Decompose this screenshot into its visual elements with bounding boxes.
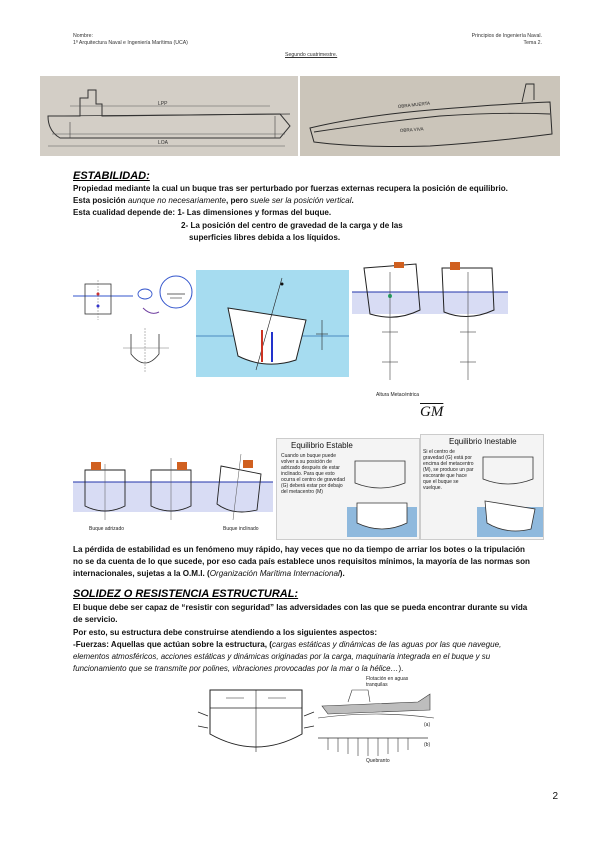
unstable-text: Si el centro de gravedad (G) está por encima del metacentro (M), se produce un par escorante que hace que el buque se vuelque. <box>423 449 474 491</box>
hull-section-drawing <box>196 682 316 762</box>
heeled-ship-drawing <box>196 270 349 377</box>
estabilidad-loss-l3: internacionales, sujetas a la O.M.I. (Organización Marítima Internacional). <box>73 569 345 578</box>
hogging-diagram <box>318 676 434 766</box>
solidez-l6: funcionamiento que se transmite por polines, vibraciones provocadas por la mar o la hélice…). <box>73 664 404 673</box>
header-course: 1º Arquitectura Naval e Ingeniería Marítima (UCA) <box>73 40 188 46</box>
loa-label: LOA <box>158 140 169 146</box>
label-b: (b) <box>424 742 431 748</box>
page-number: 2 <box>552 791 558 802</box>
header-topic: Tema 2. <box>523 40 542 46</box>
obra-muerta-label: OBRA MUERTA <box>397 100 431 109</box>
estabilidad-depends: Esta cualidad depende de: 1- Las dimensiones y formas del buque. <box>73 208 332 217</box>
heeled-ship-diagram <box>196 270 349 377</box>
sketch-buoyancy <box>73 272 195 377</box>
altura-metacentrica-label: Altura Metacéntrica <box>376 392 420 398</box>
solidez-l3: Por esto, su estructura debe construirse atendiendo a los siguientes aspectos: <box>73 628 378 637</box>
estabilidad-depends-2: 2- La posición del centro de gravedad de la carga y de las <box>181 221 403 230</box>
flotacion-label: Flotación en aguas tranquilas <box>366 676 409 688</box>
stable-equilibrium-panel <box>276 438 420 540</box>
sketch-buoyancy-drawing <box>73 272 195 377</box>
solidez-l2: de servicio. <box>73 615 118 624</box>
section-solidez-title: SOLIDEZ O RESISTENCIA ESTRUCTURAL: <box>73 588 299 600</box>
ship-profile-drawing <box>40 76 298 156</box>
hogging-svg <box>318 676 434 766</box>
unstable-drawing <box>477 449 543 537</box>
stable-drawing <box>347 453 417 537</box>
header-subject: Principios de Ingeniería Naval. <box>471 33 542 39</box>
unstable-equilibrium-panel <box>420 434 544 540</box>
estabilidad-definition: Propiedad mediante la cual un buque tras ser perturbado por fuerzas externas recupera la posición de equilibrio. <box>73 184 508 193</box>
metacenter-drawing <box>352 262 508 382</box>
ship-profile-photo <box>40 76 298 156</box>
solidez-l1: El buque debe ser capaz de “resistir con seguridad” las adversidades con las que se pueda encontrar durante su vida <box>73 603 528 612</box>
quebranto-label: Quebranto <box>366 758 390 764</box>
solidez-l4: -Fuerzas: Aquellas que actúan sobre la estructura, (cargas estáticas y dinámicas de las aguas por las que navegue, <box>73 640 502 649</box>
solidez-l5: elementos atmosféricos, acciones estáticas y dinámicas originadas por la carga, maquinaria integrada en el buque y su <box>73 652 491 661</box>
hull-zones-drawing <box>300 76 560 156</box>
gm-formula: $\overline{GM}$ <box>420 404 444 420</box>
estabilidad-loss-l1: La pérdida de estabilidad es un fenómeno muy rápido, hay veces que no da tiempo de arriar los botes o la tripulación <box>73 545 526 554</box>
hull-section-svg <box>196 682 316 762</box>
unstable-title: Equilibrio Inestable <box>449 437 517 446</box>
header-name: Nombre: <box>73 33 93 39</box>
metacenter-diagram <box>352 262 508 382</box>
stability-sequence <box>73 450 273 540</box>
stable-title: Equilibrio Estable <box>291 441 353 450</box>
section-estabilidad-title: ESTABILIDAD: <box>73 170 150 182</box>
estabilidad-position: Esta posición aunque no necesariamente, pero suele ser la posición vertical. <box>73 196 354 205</box>
stable-text: Cuando un buque puede volver a su posición de adrizado después de estar inclinado. Para que esto ocurra el centro de gravedad (G) deberá estar por debajo del metacentro (M) <box>281 453 345 495</box>
estabilidad-depends-2b: superficies libres debida a los líquidos. <box>189 233 341 242</box>
label-a: (a) <box>424 722 431 728</box>
estabilidad-loss-l2: no se da cuenta de lo que sucede, por eso cada país establece unos requisitos mínimos, la mayoría de las normas son <box>73 557 530 566</box>
header-semester: Segundo cuatrimestre. <box>285 52 338 58</box>
caption-left: Buque adrizado <box>89 526 125 532</box>
lpp-label: LPP <box>158 101 168 107</box>
caption-right: Buque inclinado <box>223 526 259 532</box>
hull-zones-photo <box>300 76 560 156</box>
obra-viva-label: OBRA VIVA <box>399 126 424 133</box>
